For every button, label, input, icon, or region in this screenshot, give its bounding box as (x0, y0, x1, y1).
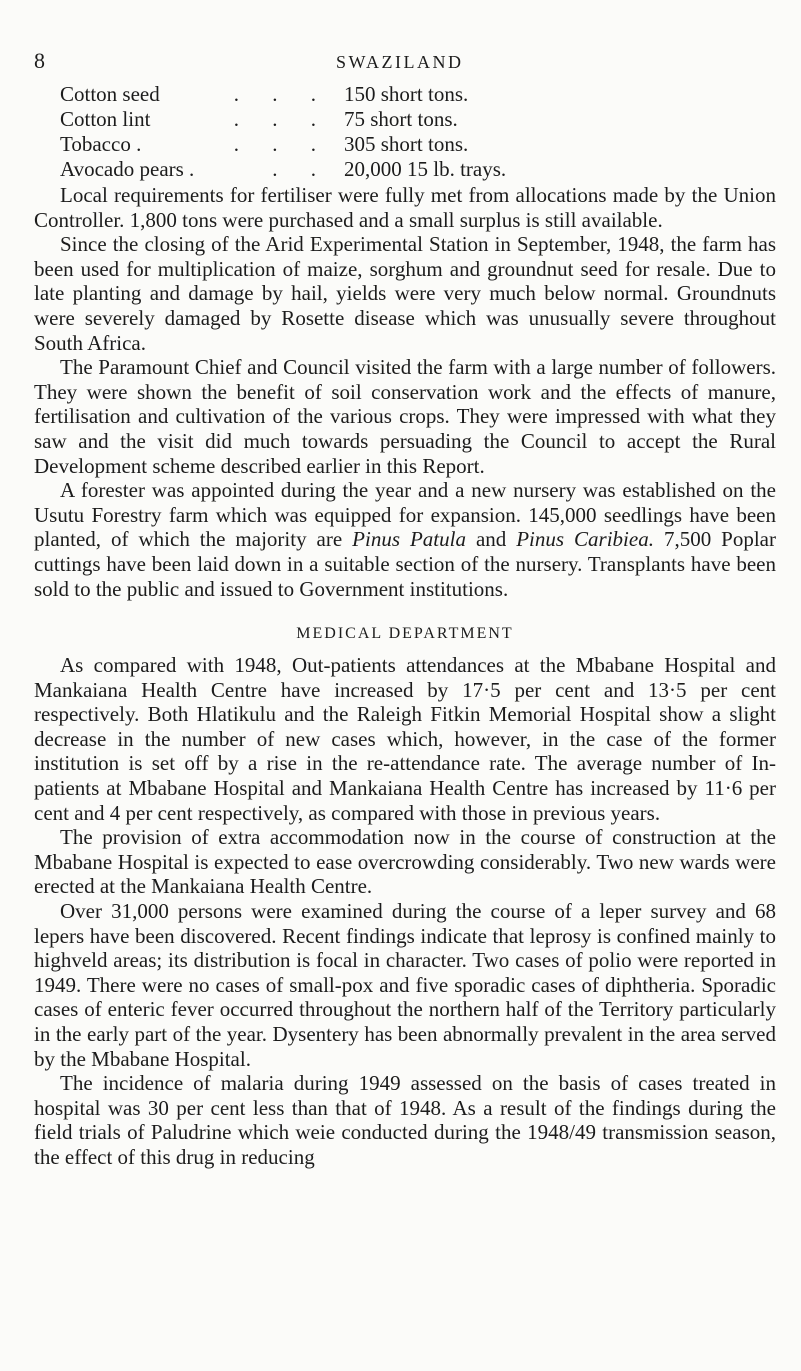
report-body (34, 183, 776, 1170)
crop-row (60, 82, 776, 107)
forester-text-and: and (465, 527, 517, 552)
forester-text-a: A forester was appointed during the year and a new nursery was established on the Usutu Forestry farm which was equipped for expansion. 145,000 seedlings have been planted, of which the majority are (34, 478, 776, 552)
crop-row (60, 132, 776, 157)
forester-text-b: 7,500 Poplar cuttings have been laid down in a suitable section of the nursery. Transplants have been sold to the public and issued to Government institutions. (34, 527, 776, 601)
crop-leader-dots: . . . (233, 132, 330, 156)
running-head: SWAZILAND (336, 52, 464, 72)
crop-value: 305 short tons. (344, 132, 469, 156)
crop-name: Cotton seed (60, 82, 160, 106)
crop-name: Avocado pears . (60, 157, 195, 181)
crop-row (60, 107, 776, 132)
crop-name: Tobacco . (60, 132, 142, 156)
paragraph-leprosy: Over 31,000 persons were examined during the course of a leper survey and 68 lepers have been discovered. Recent findings indicate that leprosy is confined mainly to highveld areas; its distribution is focal in character. Two cases of polio were reported in 1949. There were no cases of small-pox and five sporadic cases of diphtheria. Sporadic cases of enteric fever occurred throughout the northern half of the Territory particularly in the early part of the year. Dysentery has been abnormally prevalent in the area served by the Mbabane Hospital. (34, 899, 776, 1071)
paragraph-fertiliser: Local requirements for fertiliser were fully met from allocations made by the Union Controller. 1,800 tons were purchased and a small surplus is still available. (34, 183, 776, 232)
paragraph-forester (34, 478, 776, 601)
crop-value: 150 short tons. (344, 82, 469, 106)
crop-value: 20,000 15 lb. trays. (344, 157, 507, 181)
crop-row (60, 157, 776, 182)
section-heading-medical: MEDICAL DEPARTMENT (296, 625, 514, 643)
crop-leader-dots: . . . (233, 82, 330, 106)
crop-production-table (60, 82, 776, 182)
paragraph-paramount-chief: The Paramount Chief and Council visited the farm with a large number of followers. They were shown the benefit of soil conservation work and the effects of manure, fertilisation and cultivation of the various crops. They were impressed with what they saw and the visit did much towards persuading the Council to accept the Rural Development scheme described earlier in this Report. (34, 355, 776, 478)
crop-leader-dots: . . . (233, 107, 330, 131)
page-header (34, 48, 776, 78)
crop-value: 75 short tons. (344, 107, 458, 131)
crop-name: Cotton lint (60, 107, 151, 131)
paragraph-arid-station: Since the closing of the Arid Experimental Station in September, 1948, the farm has been used for multiplication of maize, sorghum and groundnut seed for resale. Due to late planting and damage by hail, yields were very much below normal. Groundnuts were severely damaged by Rosette disease which was unusually severe throughout South Africa. (34, 232, 776, 355)
species-pinus-caribiea: Pinus Caribiea. (516, 527, 654, 552)
paragraph-malaria: The incidence of malaria during 1949 assessed on the basis of cases treated in hospital was 30 per cent less than that of 1948. As a result of the findings during the field trials of Paludrine which weie conducted during the 1948/49 transmission season, the effect of this drug in reducing (34, 1071, 776, 1169)
species-pinus-patula: Pinus Patula (352, 527, 466, 552)
paragraph-outpatients: As compared with 1948, Out-patients attendances at the Mbabane Hospital and Mankaiana Health Centre have increased by 17·5 per cent and 13·5 per cent respectively. Both Hlatikulu and the Raleigh Fitkin Memorial Hospital show a slight decrease in the number of new cases which, however, in the case of the former institution is set off by a rise in the re-attendance rate. The average number of In-patients at Mbabane Hospital and Mankaiana Health Centre has increased by 11·6 per cent and 4 per cent respectively, as compared with those in previous years. (34, 653, 776, 825)
crop-leader-dots: . . (272, 157, 330, 181)
paragraph-accommodation: The provision of extra accommodation now in the course of construction at the Mbabane Hospital is expected to ease overcrowding considerably. Two new wards were erected at the Mankaiana Health Centre. (34, 825, 776, 899)
page-number: 8 (34, 48, 45, 73)
